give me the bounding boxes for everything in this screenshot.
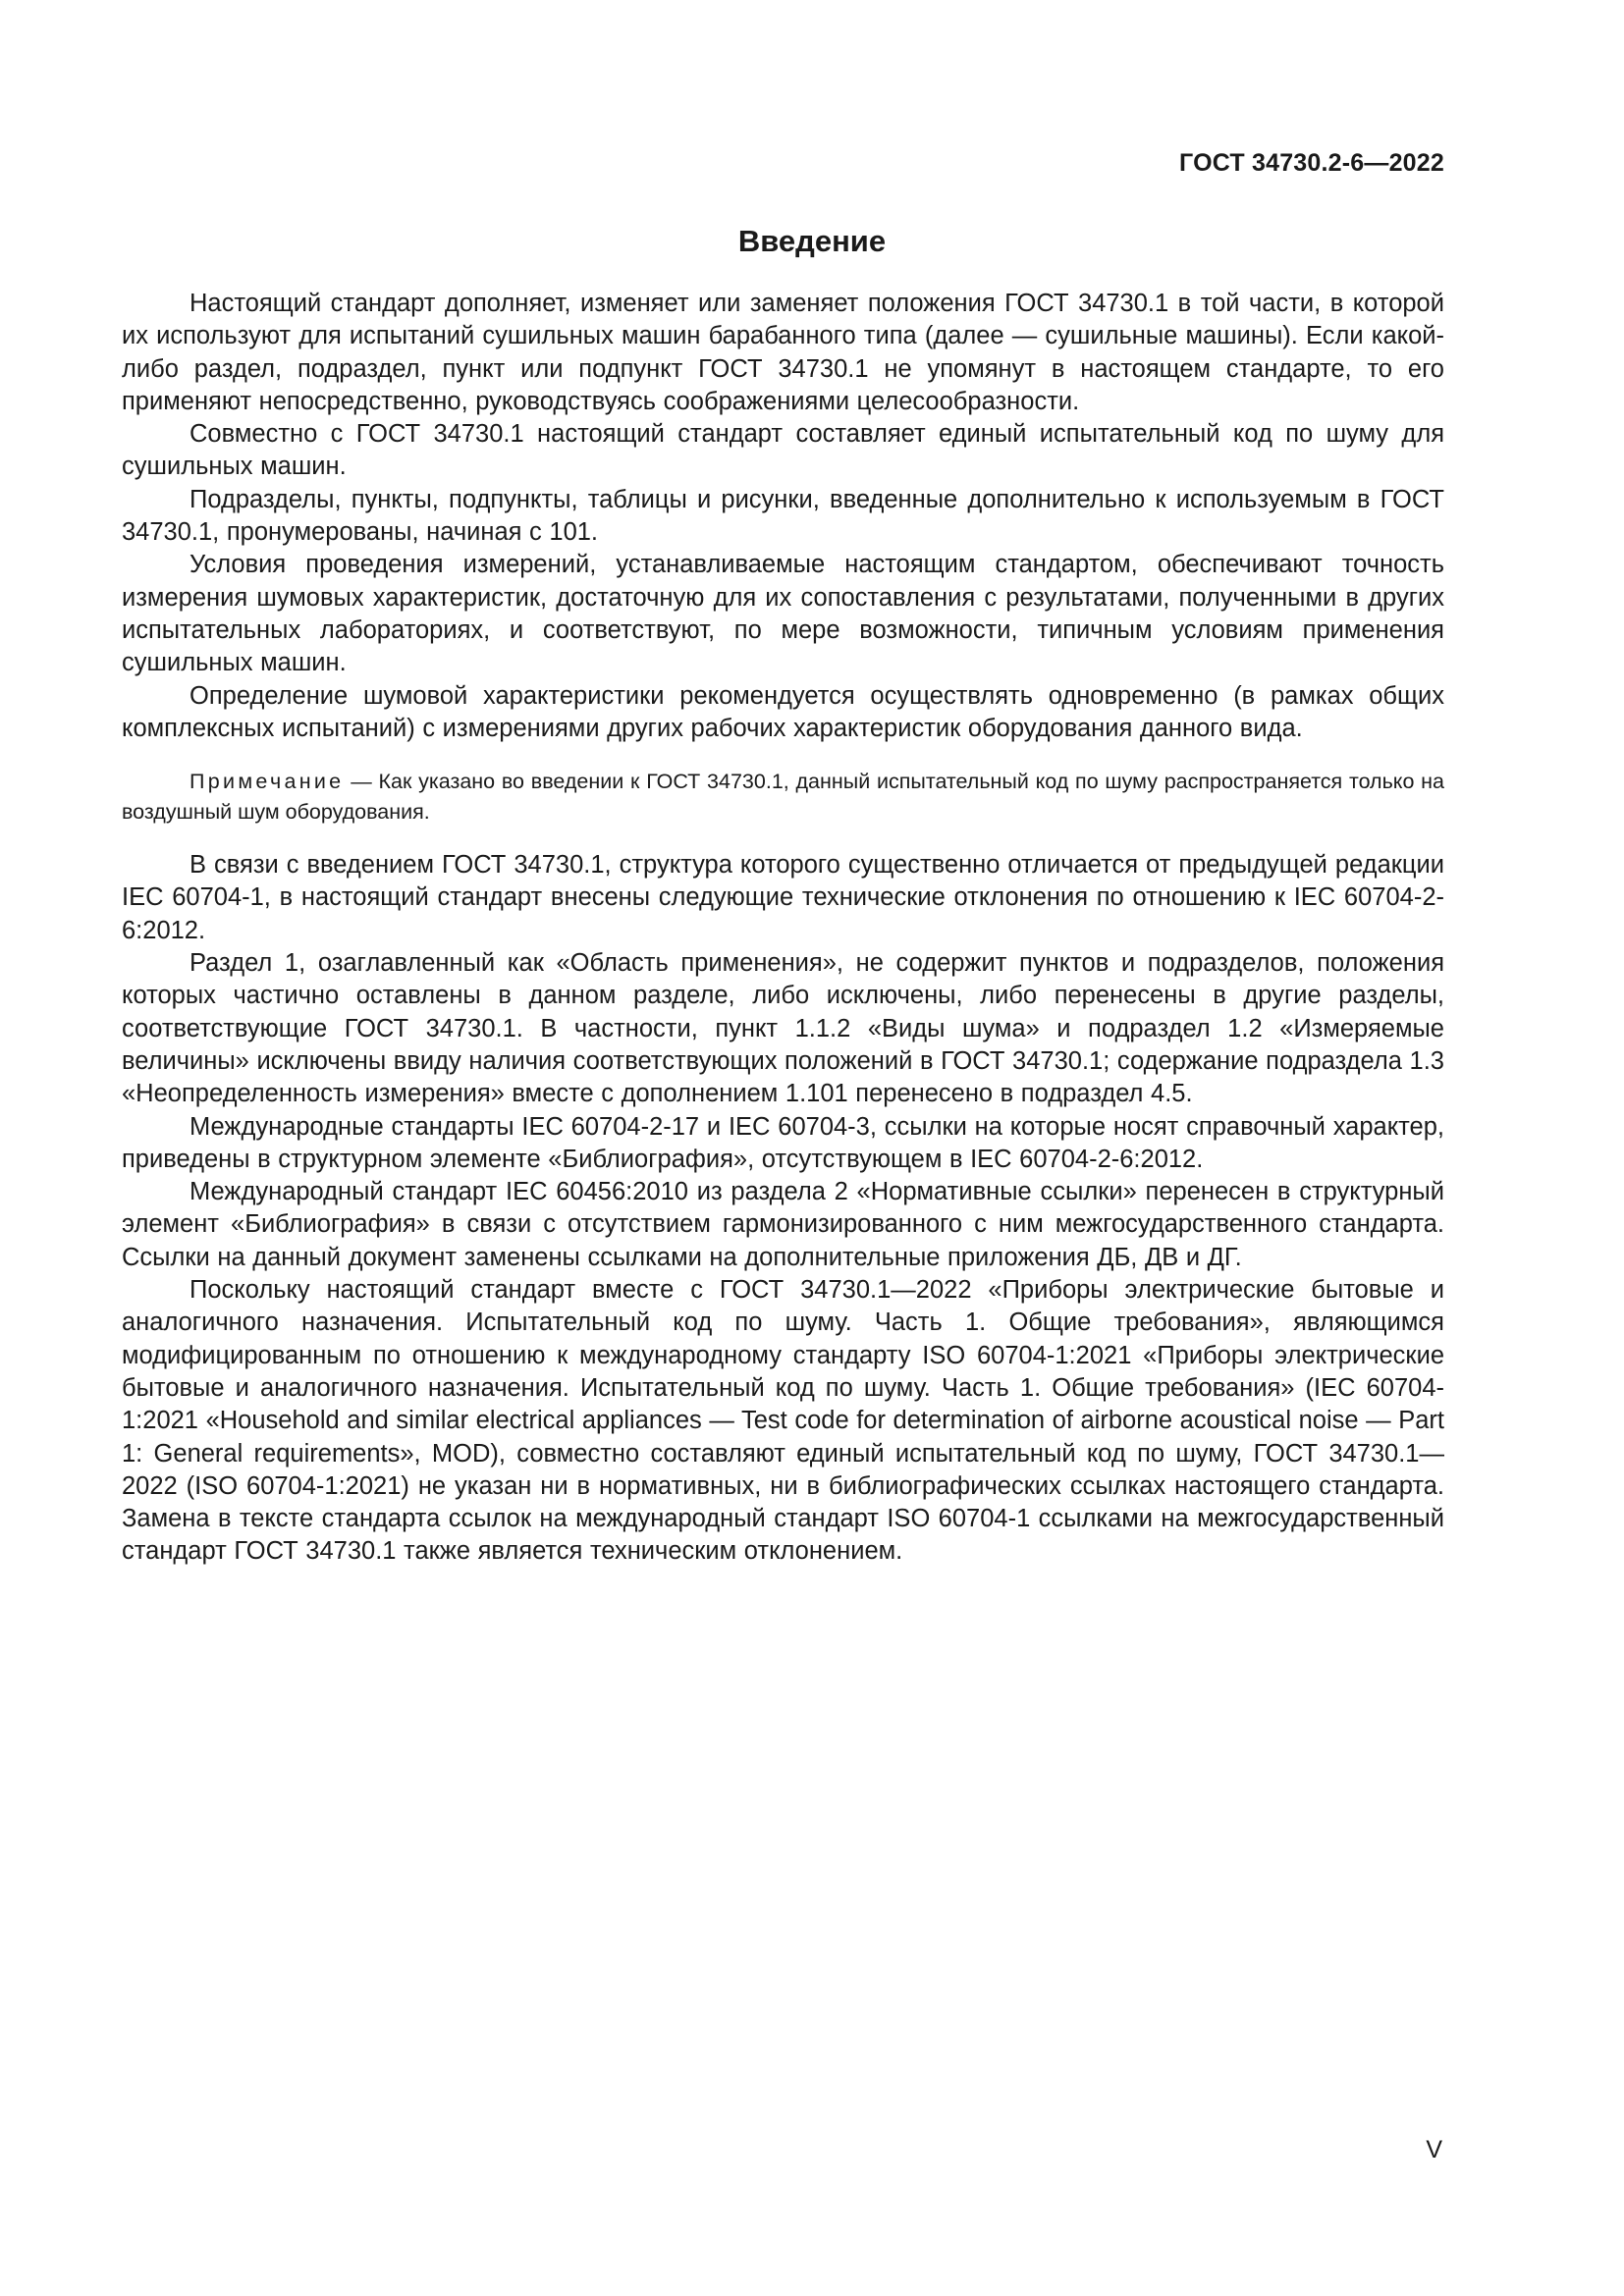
- paragraph: В связи с введением ГОСТ 34730.1, структура которого существенно отличается от предыдущей редакции IEC 60704-1, в настоящий стандарт внесены следующие технические отклонения по отношению к IEC 60704-2-6:2012.: [122, 851, 1444, 944]
- paragraph: Международный стандарт IEC 60456:2010 из раздела 2 «Нормативные ссылки» перенесен в структурный элемент «Библиография» в связи с отсутствием гармонизированного с ним межгосударственного стандарта. Ссылки на данный документ заменены ссылками на дополнительные приложения ДБ, ДВ и ДГ.: [122, 1178, 1444, 1271]
- note-text: — Как указано во введении к ГОСТ 34730.1, данный испытательный код по шуму распространяется только на воздушный шум оборудования.: [122, 770, 1444, 825]
- paragraph: Условия проведения измерений, устанавливаемые настоящим стандартом, обеспечивают точность измерения шумовых характеристик, достаточную для их сопоставления с результатами, полученными в других испытательных лабораториях, и соответствуют, по мере возможности, типичным условиям применения сушильных машин.: [122, 551, 1444, 677]
- paragraph: Раздел 1, озаглавленный как «Область применения», не содержит пунктов и подразделов, положения которых частично оставлены в данном разделе, либо исключены, либо перенесены в другие разделы, соответствующие ГОСТ 34730.1. В частности, пункт 1.1.2 «Виды шума» и подраздел 1.2 «Измеряемые величины» исключены ввиду наличия соответствующих положений в ГОСТ 34730.1; содержание подраздела 1.3 «Неопределенность измерения» вместе с дополнением 1.101 перенесено в подраздел 4.5.: [122, 949, 1444, 1108]
- section-title: Введение: [737, 224, 887, 258]
- paragraph: Определение шумовой характеристики рекомендуется осуществлять одновременно (в рамках общих комплексных испытаний) с измерениями других рабочих характеристик оборудования данного вида.: [122, 681, 1444, 742]
- paragraph: Совместно с ГОСТ 34730.1 настоящий стандарт составляет единый испытательный код по шуму для сушильных машин.: [122, 420, 1444, 481]
- paragraph: Международные стандарты IEC 60704-2-17 и IEC 60704-3, ссылки на которые носят справочный характер, приведены в структурном элементе «Библиография», отсутствующем в IEC 60704-2-6:2012.: [122, 1112, 1444, 1173]
- note-label: Примечание: [189, 770, 345, 794]
- document-body: [122, 288, 1444, 1569]
- paragraph: Настоящий стандарт дополняет, изменяет или заменяет положения ГОСТ 34730.1 в той части, в которой их используют для испытаний сушильных машин барабанного типа (далее — сушильные машины). Если какой-либо раздел, подраздел, пункт или подпункт ГОСТ 34730.1 не упомянут в настоящем стандарте, то его применяют непосредственно, руководствуясь соображениями целесообразности.: [122, 290, 1444, 415]
- document-code: ГОСТ 34730.2-6—2022: [1179, 149, 1444, 177]
- paragraph: Подразделы, пункты, подпункты, таблицы и рисунки, введенные дополнительно к используемым в ГОСТ 34730.1, пронумерованы, начиная с 101.: [122, 485, 1444, 547]
- paragraph: Поскольку настоящий стандарт вместе с ГОСТ 34730.1—2022 «Приборы электрические бытовые и аналогичного назначения. Испытательный код по шуму. Часть 1. Общие требования», являющимся модифицированным по отношению к международному стандарту ISO 60704-1:2021 «Приборы электрические бытовые и аналогичного назначения. Испытательный код по шуму. Часть 1. Общие требования» (IEC 60704-1:2021 «Household and similar electrical appliances — Test code for determination of airborne acoustical noise — Part 1: General requirements», MOD), совместно составляют единый испытательный код по шуму, ГОСТ 34730.1—2022 (ISO 60704-1:2021) не указан ни в нормативных, ни в библиографических ссылках настоящего стандарта. Замена в тексте стандарта ссылок на международный стандарт ISO 60704-1 ссылками на межгосударственный стандарт ГОСТ 34730.1 также является техническим отклонением.: [122, 1276, 1445, 1566]
- note: [122, 767, 1444, 828]
- page-number: V: [1426, 2136, 1442, 2163]
